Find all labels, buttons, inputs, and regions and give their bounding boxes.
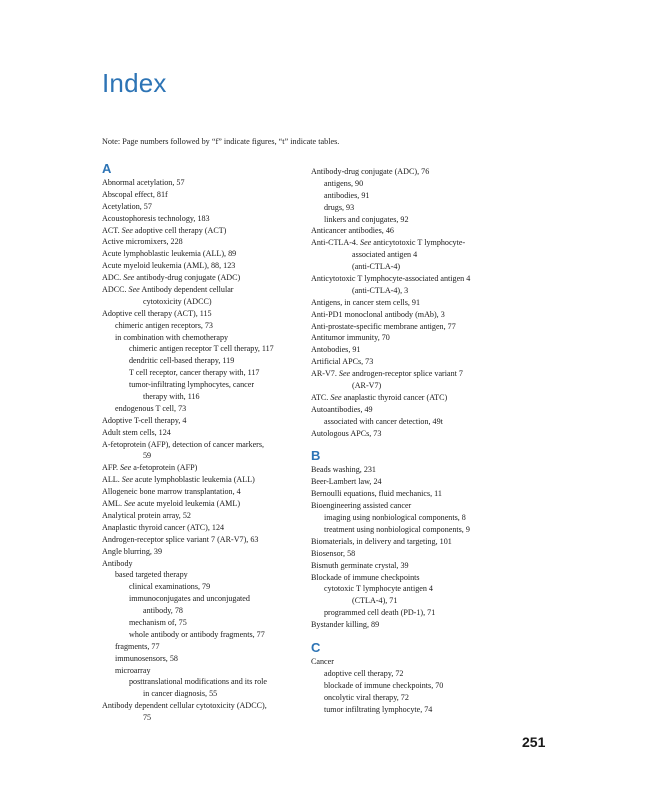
index-entry: Angle blurring, 39 (102, 546, 163, 556)
index-entry: ADCC. See Antibody dependent cellular (102, 285, 234, 295)
index-entry: associated antigen 4 (352, 250, 418, 260)
index-entry: adoptive cell therapy, 72 (324, 668, 404, 678)
page-number: 251 (522, 734, 546, 750)
index-section-letter: A (102, 161, 112, 176)
index-entry: Bismuth germinate crystal, 39 (311, 560, 409, 570)
index-entry: Blockade of immune checkpoints (311, 572, 420, 582)
index-entry: Bernoulli equations, fluid mechanics, 11 (311, 489, 442, 499)
index-entry: Analytical protein array, 52 (102, 510, 191, 520)
index-entry: chimeric antigen receptors, 73 (115, 320, 213, 330)
index-entry: based targeted therapy (115, 570, 188, 580)
index-entry: posttranslational modifications and its role (129, 677, 268, 687)
see-reference: See (338, 369, 351, 379)
see-reference: See (124, 499, 136, 509)
index-entry: Anticytotoxic T lymphocyte-associated antigen 4 (311, 274, 471, 284)
index-entry: Androgen-receptor splice variant 7 (AR-V7), 63 (102, 534, 259, 544)
index-entry: antibody, 78 (143, 606, 183, 616)
see-reference: See (120, 463, 132, 473)
index-entry: Adoptive T-cell therapy, 4 (102, 415, 187, 425)
index-entry: Anti-prostate-specific membrane antigen, 77 (311, 321, 456, 331)
index-entry: T cell receptor, cancer therapy with, 117 (129, 368, 260, 378)
index-entry: Acute lymphoblastic leukemia (ALL), 89 (102, 249, 237, 259)
index-entry: A-fetoprotein (AFP), detection of cancer markers, (102, 439, 265, 449)
index-section-letter: B (311, 448, 321, 464)
index-entry: antibodies, 91 (324, 190, 370, 200)
index-entry: treatment using nonbiological components, 9 (324, 524, 470, 534)
index-entry: Abscopal effect, 81f (102, 189, 168, 199)
index-entry: associated with cancer detection, 49t (324, 416, 443, 426)
index-entry: (CTLA-4), 71 (352, 596, 398, 606)
index-entry: Antitumor immunity, 70 (311, 333, 390, 343)
see-reference: See (123, 273, 135, 283)
index-entry: dendritic cell-based therapy, 119 (129, 356, 235, 366)
index-entry: Antibody dependent cellular cytotoxicity (ADCC), (102, 701, 267, 711)
see-reference: See (121, 225, 133, 235)
index-entry: cytotoxic T lymphocyte antigen 4 (324, 584, 433, 594)
index-entry: Bystander killing, 89 (311, 620, 380, 630)
index-entry: Active micromixers, 228 (102, 237, 183, 247)
index-section-letter: C (311, 639, 321, 655)
index-note: Note: Page numbers followed by “f” indicate figures, “t” indicate tables. (102, 137, 340, 146)
see-reference: See (360, 238, 372, 248)
see-reference: See (128, 285, 140, 295)
index-entry: ALL. See acute lymphoblastic leukemia (ALL) (102, 475, 255, 485)
index-entry: clinical examinations, 79 (129, 582, 211, 592)
index-entry: ADC. See antibody-drug conjugate (ADC) (102, 273, 241, 283)
index-entry: programmed cell death (PD-1), 71 (324, 608, 436, 618)
index-entry: tumor infiltrating lymphocyte, 74 (324, 704, 433, 714)
index-entry: endogenous T cell, 73 (115, 403, 187, 413)
index-entry: Anti-PD1 monoclonal antibody (mAb), 3 (311, 309, 445, 319)
index-entry: chimeric antigen receptor T cell therapy, 117 (129, 344, 274, 354)
index-entry: Beads washing, 231 (311, 465, 376, 475)
index-entry: Autoantibodies, 49 (311, 404, 373, 414)
index-entry: Allogeneic bone marrow transplantation, 4 (102, 487, 241, 497)
index-entry: AR-V7. See androgen-receptor splice variant 7 (311, 369, 463, 379)
index-entry: linkers and conjugates, 92 (324, 214, 409, 224)
index-entry: Acetylation, 57 (102, 201, 152, 211)
index-entry: (anti-CTLA-4), 3 (352, 285, 409, 295)
index-entry: Biomaterials, in delivery and targeting, 101 (311, 536, 452, 546)
index-column-right (311, 166, 536, 715)
index-entry: drugs, 93 (324, 202, 355, 212)
index-entry: ACT. See adoptive cell therapy (ACT) (102, 225, 227, 235)
index-entry: Antibody (102, 558, 133, 568)
index-entry: Abnormal acetylation, 57 (102, 178, 185, 187)
index-entry: Anti-CTLA-4. See anticytotoxic T lymphocyte- (311, 238, 466, 248)
index-entry: Artificial APCs, 73 (311, 357, 374, 367)
index-entry: antigens, 90 (324, 178, 364, 188)
index-entry: Antigens, in cancer stem cells, 91 (311, 297, 421, 307)
index-entry: Bioengineering assisted cancer (311, 501, 412, 511)
index-entry: 75 (143, 713, 152, 723)
index-entry: Anaplastic thyroid cancer (ATC), 124 (102, 522, 225, 532)
index-entry: immunoconjugates and unconjugated (129, 594, 250, 604)
index-entry: Adult stem cells, 124 (102, 427, 171, 437)
index-entry: therapy with, 116 (143, 392, 200, 402)
index-entry: (anti-CTLA-4) (352, 262, 401, 272)
index-entry: Anticancer antibodies, 46 (311, 226, 394, 236)
index-entry: immunosensors, 58 (115, 653, 178, 663)
index-entry: Acute myeloid leukemia (AML), 88, 123 (102, 261, 236, 271)
index-entry: imaging using nonbiological components, 8 (324, 513, 466, 523)
see-reference: See (121, 475, 134, 485)
index-entry: Antibody-drug conjugate (ADC), 76 (311, 167, 430, 176)
index-entry: Autologous APCs, 73 (311, 428, 382, 438)
index-entry: AML. See acute myeloid leukemia (AML) (102, 499, 241, 509)
index-entry: cytotoxicity (ADCC) (143, 296, 212, 306)
index-entry: in cancer diagnosis, 55 (143, 689, 218, 699)
index-entry: microarray (115, 665, 151, 675)
index-entry: Beer-Lambert law, 24 (311, 477, 382, 487)
index-entry: ATC. See anaplastic thyroid cancer (ATC) (311, 392, 448, 402)
index-entry: Acoustophoresis technology, 183 (102, 213, 210, 223)
page-title: Index (102, 68, 167, 98)
index-entry: oncolytic viral therapy, 72 (324, 692, 409, 702)
index-column-left (102, 160, 302, 724)
index-entry: Cancer (311, 656, 334, 666)
index-entry: in combination with chemotherapy (115, 332, 229, 342)
index-entry: (AR-V7) (352, 381, 382, 391)
index-entry: Biosensor, 58 (311, 548, 356, 558)
index-entry: fragments, 77 (115, 641, 160, 651)
index-entry: 59 (143, 451, 152, 461)
index-entry: whole antibody or antibody fragments, 77 (129, 629, 265, 639)
index-entry: AFP. See a-fetoprotein (AFP) (102, 463, 198, 473)
see-reference: See (330, 392, 342, 402)
index-entry: Antobodies, 91 (311, 345, 361, 355)
index-entry: Adoptive cell therapy (ACT), 115 (102, 308, 212, 318)
index-entry: mechanism of, 75 (129, 617, 187, 627)
index-entry: blockade of immune checkpoints, 70 (324, 680, 444, 690)
index-entry: tumor-infiltrating lymphocytes, cancer (129, 380, 255, 390)
